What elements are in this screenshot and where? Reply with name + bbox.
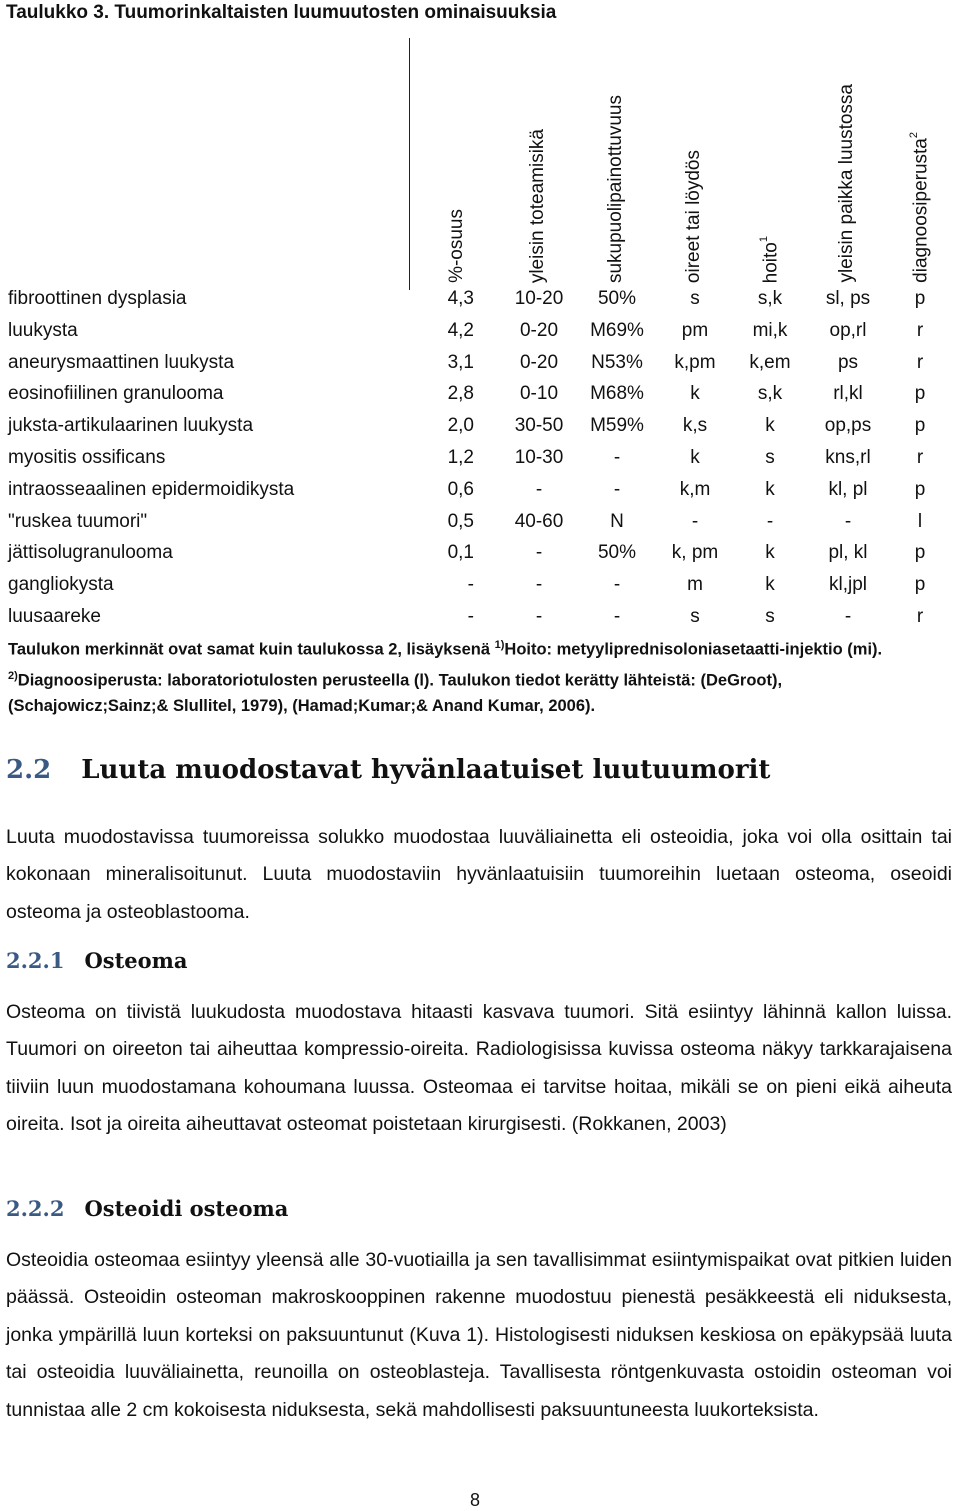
table-cell: N [610,510,624,532]
row-label: "ruskea tuumori" [8,510,148,532]
table-row [0,447,960,479]
table-row [0,479,960,511]
table-cell: s [690,288,700,309]
column-header [606,95,625,283]
row-label: myositis ossificans [8,447,166,468]
table-cell: - [766,510,774,532]
table-cell: 2,0 [447,415,474,437]
table-cell: k [765,574,775,596]
row-label: eosinofiilinen granulooma [8,383,224,405]
table-cell: ps [837,351,859,373]
table-cell: pl, kl [828,542,868,564]
column-header-label: yleisin paikka luustossa [836,84,857,283]
table-cell: k,pm [674,351,716,373]
row-label: fibroottinen dysplasia [8,288,187,309]
table-cell: p [914,415,926,437]
table-cell: - [613,606,621,627]
table-cell: r [916,606,924,627]
table-cell: 0,1 [447,542,474,564]
table-cell: s,k [757,288,783,309]
row-label: luukysta [8,319,78,341]
table-row [0,415,960,447]
table-cell: m [687,574,703,596]
column-header-label: %-osuus [446,209,467,283]
table-cell: k [765,415,775,437]
column-header-label: oireet tai löydös [683,149,704,283]
table-cell: M68% [590,383,644,405]
table-cell: - [535,606,543,627]
table-cell: p [914,288,926,309]
table-row [0,352,960,384]
row-label: luusaareke [8,606,101,627]
note-text-2: Hoito: metyyliprednisoloniasetaatti-injektio (mi). [504,640,883,659]
column-header-sup: 1 [758,235,770,242]
section-number: 2.2.1 [6,948,65,973]
table-cell: - [844,606,852,627]
table-note [8,632,938,719]
table-row [0,320,960,352]
row-label: juksta-artikulaarinen luukysta [8,415,254,437]
table-cell: p [914,478,926,500]
table-row [0,574,960,606]
row-label: aneurysmaattinen luukysta [8,351,235,373]
section-heading-2-2-2 [6,1196,288,1221]
table-cell: p [914,574,926,596]
table-cell: - [613,574,621,596]
column-header [909,132,930,283]
section-number: 2.2 [6,755,52,785]
note-sup-2: 2) [8,669,18,682]
table-caption: Taulukko 3. Tuumorinkaltaisten luumuutosten ominaisuuksia [6,2,557,23]
table-cell: l [917,510,923,532]
table-cell: k [765,478,775,500]
table-cell: r [916,351,924,373]
table-row [0,288,960,320]
table-row [0,383,960,415]
row-label: gangliokysta [8,574,114,596]
table-cell: kl, pl [828,478,868,500]
note-text-3: Diagnoosiperusta: laboratoriotulosten perusteella (l). Taulukon tiedot kerätty lähteistä: (DeGroot), (Schajowicz;Sainz;& Slullitel, 1979), (Hamad;Kumar;& Anand Kumar, 2006). [8,671,783,715]
table-cell: k,em [749,351,791,373]
table-cell: 50% [597,288,637,309]
table-cell: 4,3 [447,288,474,309]
section-number: 2.2.2 [6,1196,65,1221]
column-header-label: hoito [760,241,782,283]
column-header-sup: 2 [908,132,920,139]
table-cell: 0,6 [447,478,474,500]
table-cell: - [613,447,621,468]
column-header [684,150,703,283]
table-cell: k,m [679,478,711,500]
table-cell: - [535,478,543,500]
column-header [447,209,466,283]
table-cell: - [844,510,852,532]
table-cell: - [467,606,474,627]
section-heading-2-2-1 [6,948,187,973]
table-cell: 0-10 [519,383,559,405]
section-2-2-2-text: Osteoidia osteomaa esiintyy yleensä alle 30-vuotiailla ja sen tavallisimmat esiintymispaikat ovat pitkien luiden päässä. Osteoidin osteoman makroskooppinen rakenne muodostuu pienestä pesäkkeestä eli niduksesta, jonka ympärillä luun korteksi on paksuuntunut (Kuva 1). Histologisesti niduksen keskiosa on epäkypsää luuta tai osteoidia luuväliainetta, reunoilla on osteoblasteja. Tavallisesta röntgenkuvasta ostoidin osteoman voi tunnistaa alle 2 cm kokoisesta niduksesta, sekä mahdollisesti paksuuntuneesta luukorteksista. [6,1249,952,1421]
table-cell: k, pm [671,542,719,564]
table-cell: - [535,574,543,596]
table-cell: N53% [591,351,643,373]
table-cell: 30-50 [514,415,564,437]
table-cell: 1,2 [447,447,474,468]
table-cell: 0,5 [447,510,474,532]
section-heading-2-2 [6,755,770,785]
table-cell: s [765,606,775,627]
table-cell: s [690,606,700,627]
table-cell: mi,k [752,319,788,341]
column-header-label: sukupuolipainottuvuus [605,94,626,283]
table-cell: pm [681,319,709,341]
table-cell: M69% [590,319,644,341]
note-text-1: Taulukon merkinnät ovat samat kuin taulukossa 2, lisäyksenä [8,640,495,659]
table-cell: op,rl [829,319,867,341]
table-cell: 50% [597,542,637,564]
table-cell: 3,1 [447,351,474,373]
row-label: intraosseaalinen epidermoidikysta [8,478,295,500]
section-title: Luuta muodostavat hyvänlaatuiset luutuumorit [81,755,771,785]
table-cell: - [467,574,474,596]
table-cell: r [916,319,924,341]
table-cell: 4,2 [447,319,474,341]
section-title: Osteoma [84,948,188,973]
table-cell: 0-20 [519,351,559,373]
column-header [528,129,547,283]
table-cell: - [691,510,699,532]
row-label: jättisolugranulooma [8,542,173,564]
column-header-label: diagnoosiperusta [910,138,932,283]
table-cell: 40-60 [514,510,564,532]
table-cell: 10-20 [514,288,564,309]
column-header [759,236,780,283]
table-cell: k [690,447,700,468]
table-cell: s,k [757,383,783,405]
table-cell: 0-20 [519,319,559,341]
table-cell: 10-30 [514,447,564,468]
section-2-2-1-text: Osteoma on tiivistä luukudosta muodostava hitaasti kasvava tuumori. Sitä esiintyy lähinnä kallon luissa. Tuumori on oireeton tai aiheuttaa kompressio-oireita. Radiologisissa kuvissa osteoma näkyy tarkkarajaisena tiiviin luun muodostamana kohoumana luussa. Osteomaa ei tarvitse hoitaa, mikäli se on pieni eikä aiheuta oireita. Isot ja oireita aiheuttavat osteomat poistetaan kirurgisesti. (Rokkanen, 2003) [6,1001,952,1136]
table-cell: p [914,383,926,405]
table-cell: sl, ps [825,288,871,309]
table-row [0,542,960,574]
table-cell: k,s [682,415,708,437]
table-divider [409,38,410,290]
page-number: 8 [470,1490,481,1510]
table-cell: op,ps [824,415,872,437]
table-cell: - [613,478,621,500]
column-header-label: yleisin toteamisikä [527,128,548,283]
table-row [0,511,960,543]
table-cell: rl,kl [833,383,863,405]
table-cell: r [916,447,924,468]
table-cell: k [765,542,775,564]
table-cell: p [914,542,926,564]
table-cell: kl,jpl [828,574,867,596]
table-cell: 2,8 [447,383,474,405]
column-header [837,84,856,283]
table-cell: M59% [590,415,644,437]
note-sup-1: 1) [494,639,505,651]
table-cell: - [535,542,543,564]
table-cell: s [765,447,775,468]
table-cell: k [690,383,700,405]
table-cell: kns,rl [825,447,871,468]
section-title: Osteoidi osteoma [84,1196,289,1221]
section-2-2-text: Luuta muodostavissa tuumoreissa solukko muodostaa luuväliainetta eli osteoidia, joka voi olla osittain tai kokonaan mineralisoitunut. Luuta muodostaviin hyvänlaatuisiin tuumoreihin luetaan osteoma, oseoidi osteoma ja osteoblastooma. [6,826,952,923]
